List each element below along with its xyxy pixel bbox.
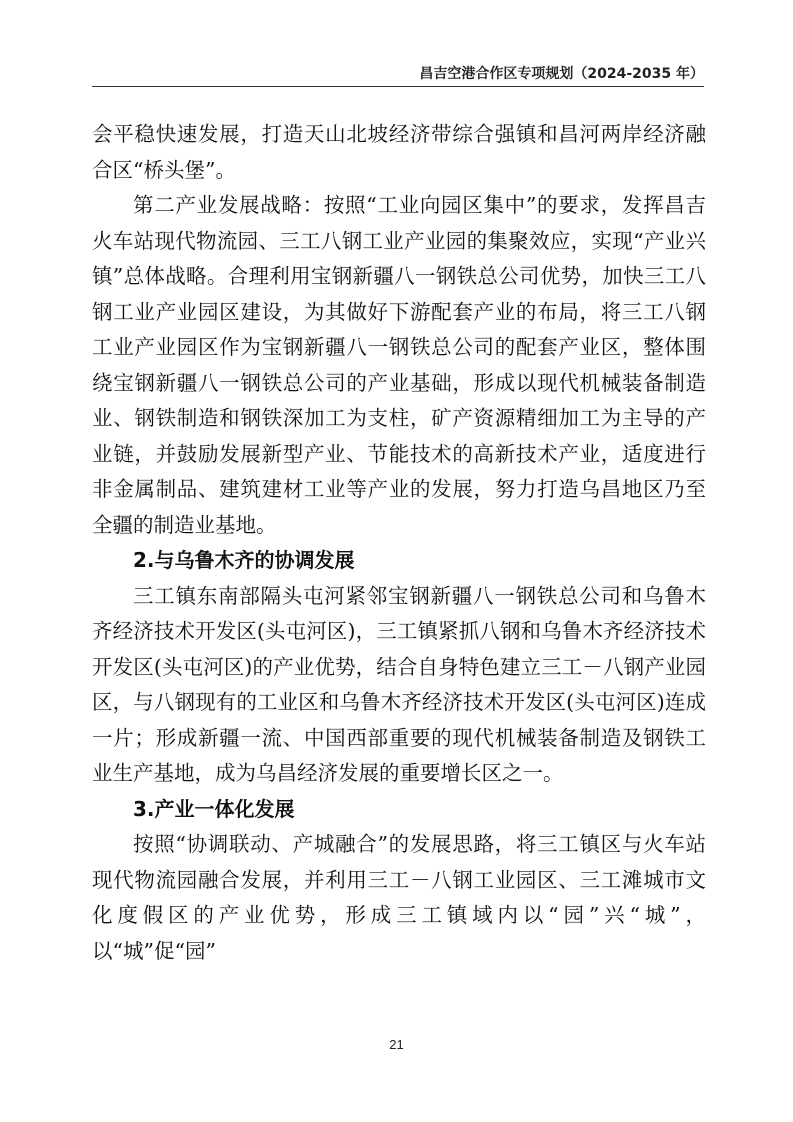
paragraph-continuation: 会平稳快速发展，打造天山北坡经济带综合强镇和昌河两岸经济融合区“桥头堡”。 xyxy=(92,122,706,182)
document-body xyxy=(92,117,706,969)
paragraph-urumqi-coordination: 三工镇东南部隔头屯河紧邻宝钢新疆八一钢铁总公司和乌鲁木齐经济技术开发区(头屯河区)，三工镇紧抓八钢和乌鲁木齐经济技术开发区(头屯河区)的产业优势，结合自身特色建立三工－八钢产业园区，与八钢现有的工业区和乌鲁木齐经济技术开发区(头屯河区)连成一片；形成新疆一流、中国西部重要的现代机械装备制造及钢铁工业生产基地，成为乌昌经济发展的重要增长区之一。 xyxy=(92,583,706,785)
paragraph-secondary-industry-strategy: 第二产业发展战略：按照“工业向园区集中”的要求，发挥昌吉火车站现代物流园、三工八钢工业产业园的集聚效应，实现“产业兴镇”总体战略。合理利用宝钢新疆八一钢铁总公司优势，加快三工八钢工业产业园区建设，为其做好下游配套产业的布局，将三工八钢工业产业园区作为宝钢新疆八一钢铁总公司的配套产业区，整体围绕宝钢新疆八一钢铁总公司的产业基础，形成以现代机械装备制造业、钢铁制造和钢铁深加工为支柱，矿产资源精细加工为主导的产业链，并鼓励发展新型产业、节能技术的高新技术产业，适度进行非金属制品、建筑建材工业等产业的发展，努力打造乌昌地区乃至全疆的制造业基地。 xyxy=(92,193,706,537)
page-number: 21 xyxy=(389,1037,404,1052)
section-heading-industry-integration: 3.产业一体化发展 xyxy=(133,796,295,821)
section-heading-urumqi-coordination: 2.与乌鲁木齐的协调发展 xyxy=(133,548,355,572)
running-header: 昌吉空港合作区专项规划（2024-2035 年） xyxy=(419,66,704,82)
header-rule xyxy=(92,86,704,87)
paragraph-industry-integration: 按照“协调联动、产城融合”的发展思路，将三工镇区与火车站现代物流园融合发展，并利用三工－八钢工业园区、三工滩城市文化度假区的产业优势，形成三工镇域内以“园”兴“城”，以“城”促“园” xyxy=(92,832,706,963)
